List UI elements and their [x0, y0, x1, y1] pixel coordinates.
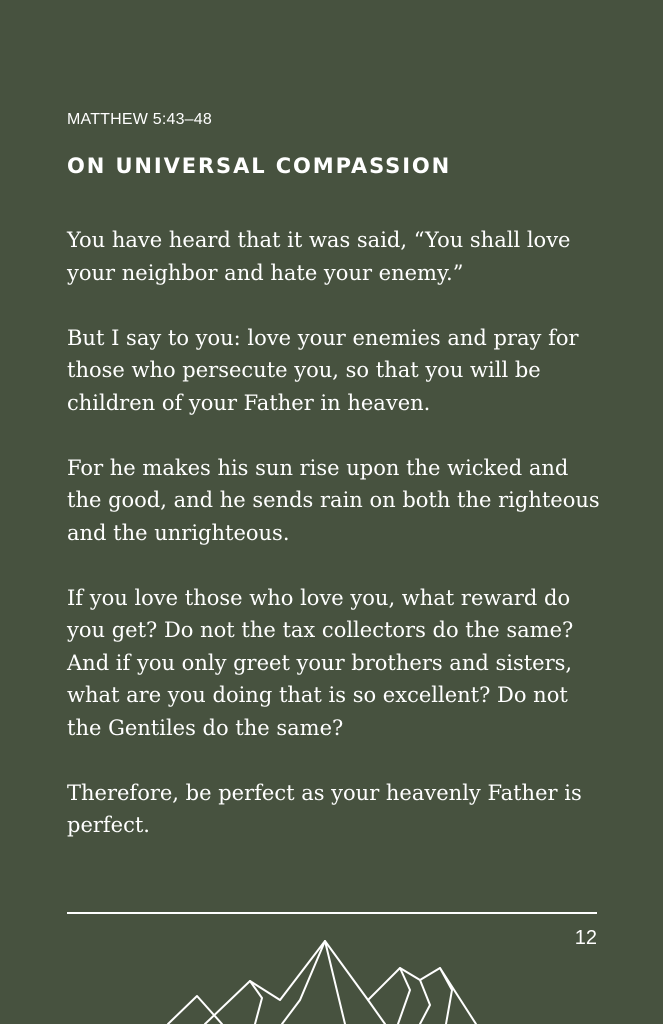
- passage-body: [67, 224, 602, 874]
- section-title: ON UNIVERSAL COMPASSION: [67, 154, 452, 178]
- page-number: 12: [574, 927, 597, 949]
- passage-paragraph: For he makes his sun rise upon the wicked and the good, and he sends rain on both the righteous and the unrighteous.: [67, 455, 600, 545]
- passage-paragraph: If you love those who love you, what reward do you get? Do not the tax collectors do the same? And if you only greet your brothers and sisters, what are you doing that is so excellent? Do not the Gentiles do the same?: [67, 585, 574, 740]
- passage-paragraph: But I say to you: love your enemies and pray for those who persecute you, so that you will be children of your Father in heaven.: [67, 325, 579, 415]
- passage-paragraph: Therefore, be perfect as your heavenly Father is perfect.: [67, 780, 582, 837]
- footer-divider: [67, 912, 597, 914]
- passage-paragraph: You have heard that it was said, “You shall love your neighbor and hate your enemy.”: [67, 228, 571, 285]
- scripture-reference: MATTHEW 5:43–48: [67, 111, 212, 128]
